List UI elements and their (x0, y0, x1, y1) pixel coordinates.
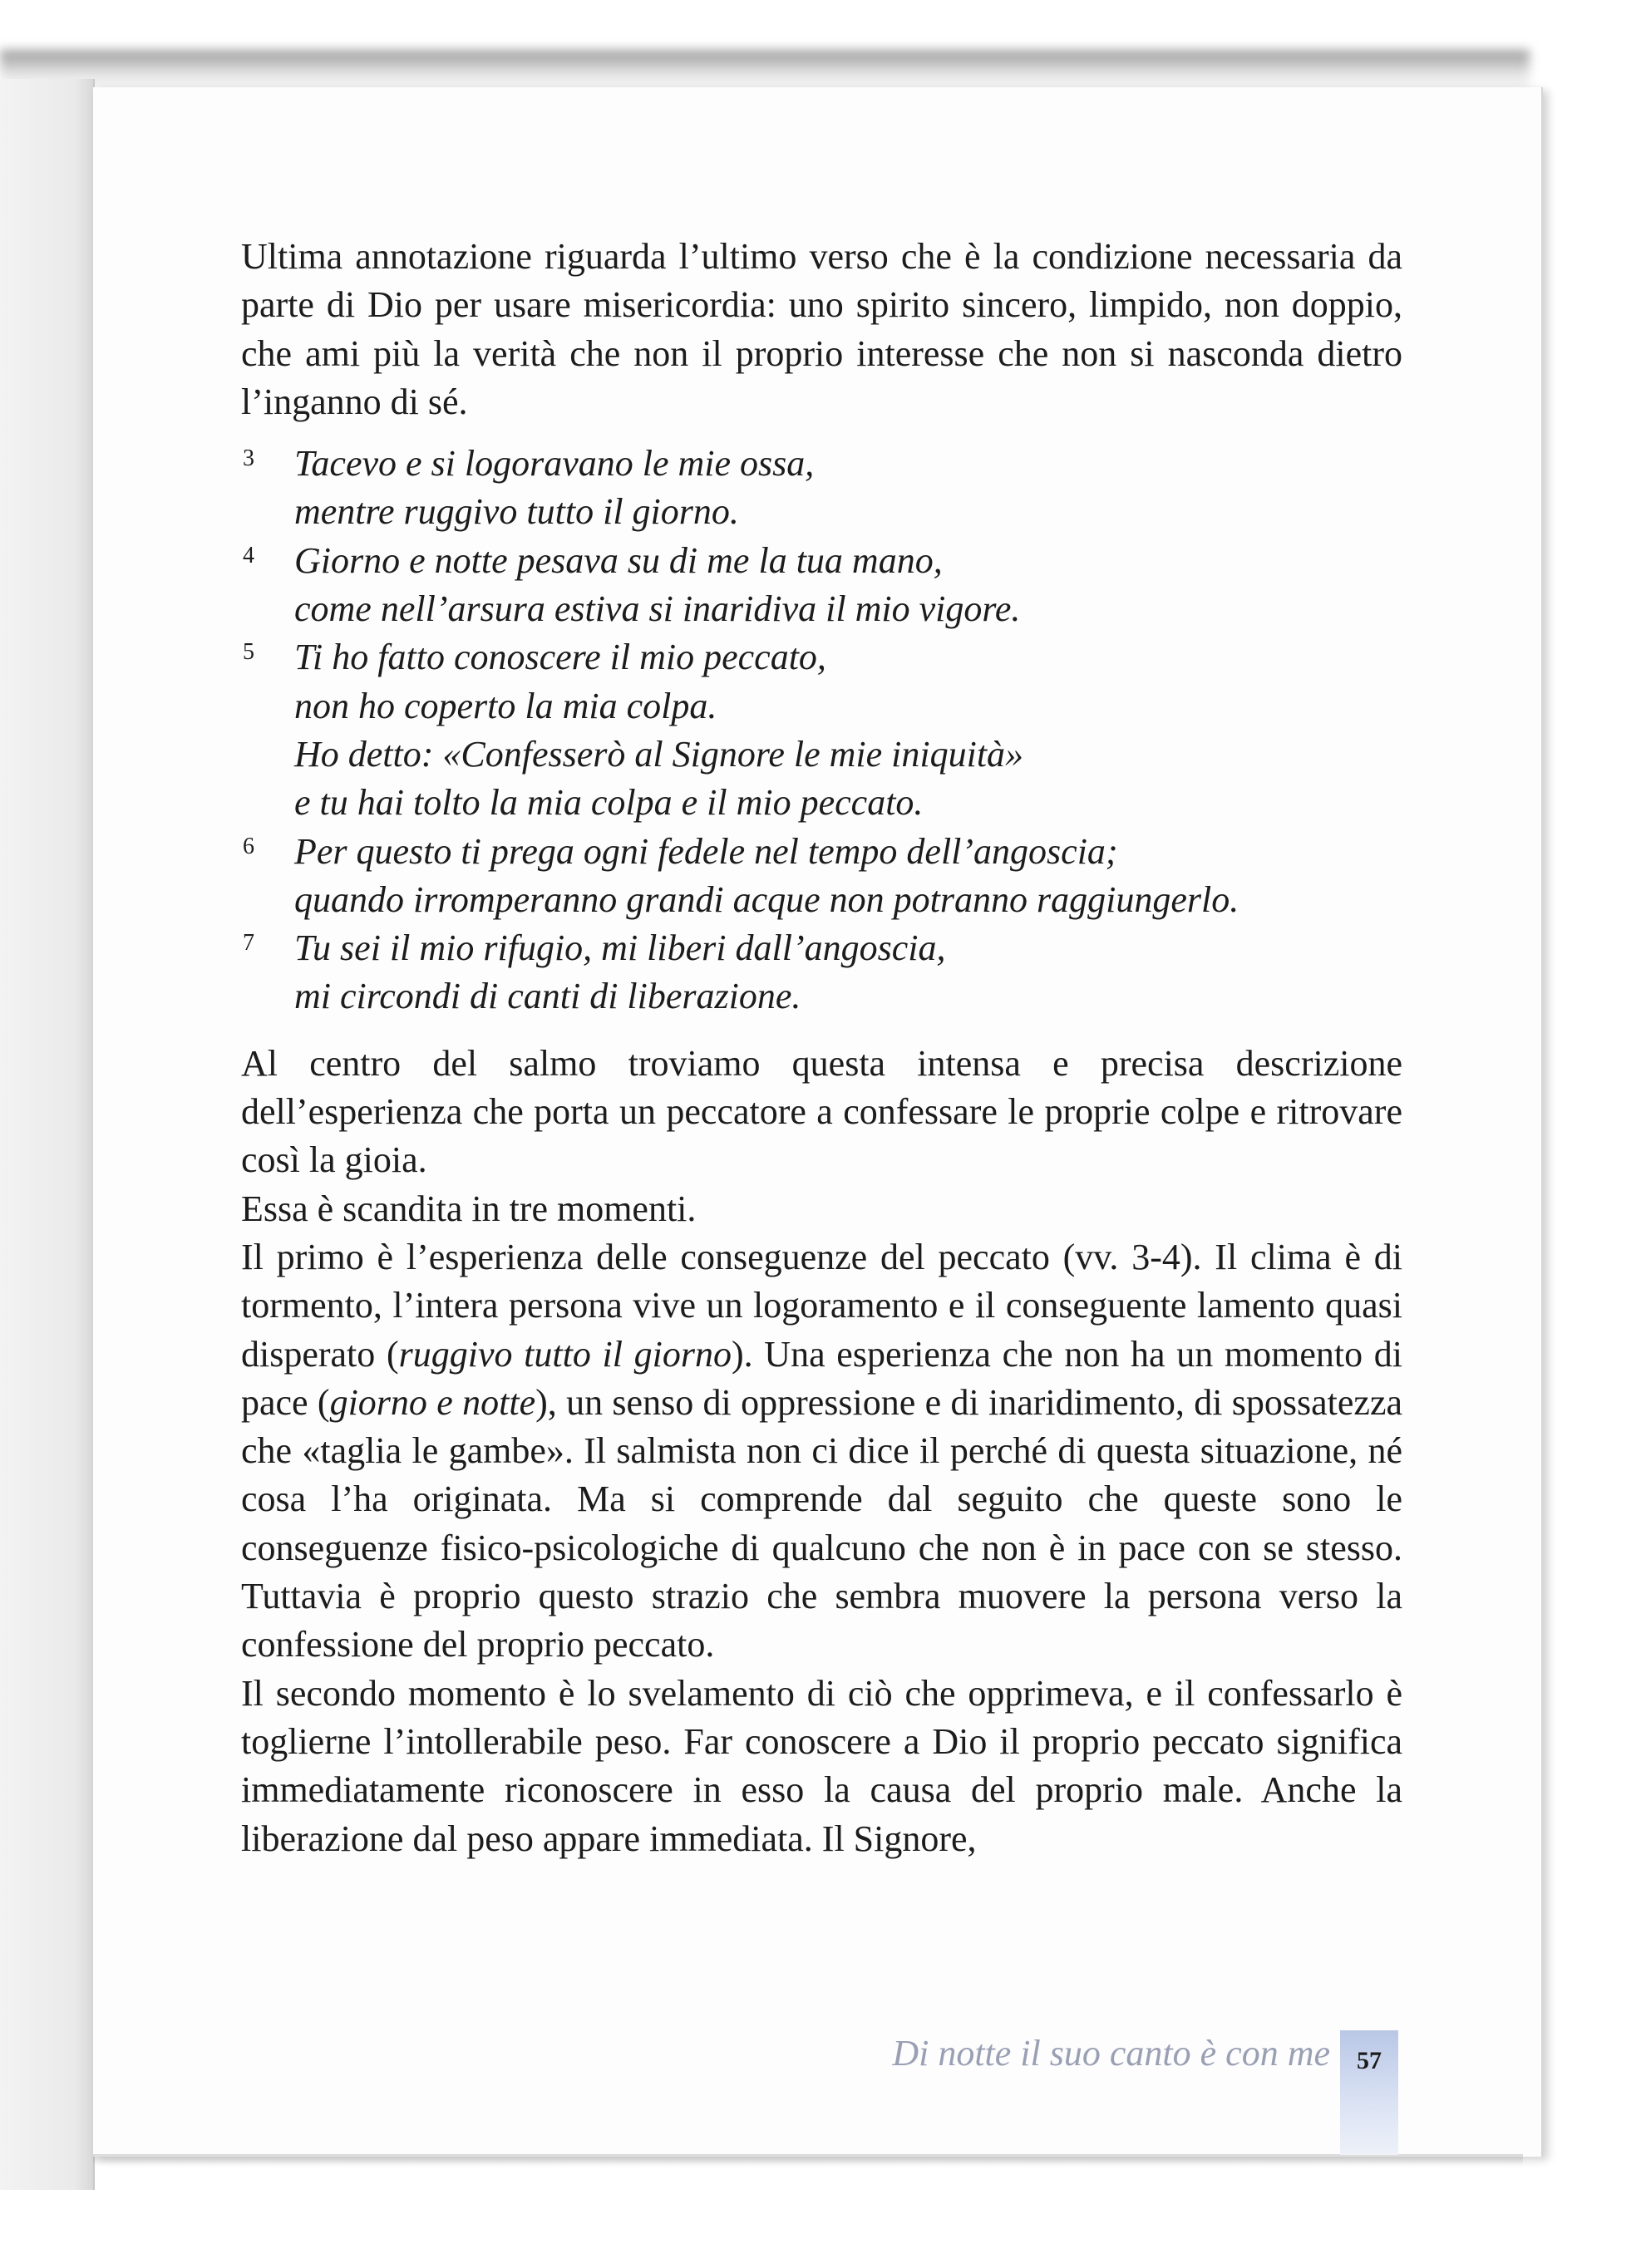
italic-quote: giorno e notte (329, 1381, 536, 1423)
verse-text: Giorno e notte pesava su di me la tua mano, (294, 539, 943, 581)
verse-text: Per questo ti prega ogni fedele nel tempo dell’angoscia; (294, 830, 1118, 872)
text-run: ), un senso di oppressione e di inaridimento, di spossatezza che «taglia le gambe». Il salmista non ci dice il perché di questa situazione, né cosa l’ha originata. Ma si comprende dal seguito che queste sono le conseguenze fisico-psicologiche di qualcuno che non è in pace con se stesso. Tuttavia è proprio questo strazio che sembra muovere la persona verso la confessione del proprio peccato. (241, 1381, 1402, 1665)
text-run: ). Una esperienza che non ha un momento di pace ( (241, 1333, 1402, 1423)
verse-number: 5 (243, 639, 254, 666)
moments-paragraph: Essa è scandita in tre momenti. (241, 1188, 697, 1229)
verse-text: quando irromperanno grandi acque non potranno raggiungerlo. (294, 878, 1239, 920)
verse-line (241, 779, 1402, 827)
verse-line (241, 537, 1402, 585)
page-number-tab (1340, 2030, 1398, 2155)
verse-text: Tu sei il mio rifugio, mi liberi dall’angoscia, (294, 927, 946, 969)
running-title: Di notte il suo canto è con me (892, 2033, 1330, 2074)
facing-page-edge (0, 79, 95, 2190)
verse-line (241, 876, 1402, 924)
center-paragraph: Al centro del salmo troviamo questa intensa e precisa descrizione dell’esperienza che porta un peccatore a confessare le proprie colpe e ritrovare così la gioia. (241, 1042, 1402, 1181)
verse-line (241, 731, 1402, 779)
verse-text: Ti ho fatto conoscere il mio peccato, (294, 637, 826, 678)
verse-number: 3 (243, 445, 254, 472)
second-moment-paragraph: Il secondo momento è lo svelamento di ciò che opprimeva, e il confessarlo è toglierne l’intollerabile peso. Far conoscere a Dio il proprio peccato significa immediatamente riconoscere in esso la causa del proprio male. Anche la liberazione dal peso appare immediata. Il Signore, (241, 1672, 1402, 1859)
verse-number: 7 (243, 930, 254, 957)
verse-number: 6 (243, 833, 254, 859)
verse-line (241, 488, 1402, 536)
verse-text: come nell’arsura estiva si inaridiva il mio vigore. (294, 588, 1021, 630)
verse-line (241, 633, 1402, 681)
intro-paragraph: Ultima annotazione riguarda l’ultimo verso che è la condizione necessaria da parte di Dio per usare misericordia: uno spirito sincero, limpido, non doppio, che ami più la verità che non il proprio interesse che non si nasconda dietro l’inganno di sé. (241, 236, 1402, 422)
verse-line (241, 972, 1402, 1021)
verse-line (241, 828, 1402, 876)
text-run: Il primo è l’esperienza delle conseguenze del peccato (vv. 3-4). Il clima è di tormento, l’intera persona vive un logoramento e il conseguente lamento quasi disperato ( (241, 1236, 1402, 1375)
italic-quote: ruggivo tutto il giorno (398, 1333, 732, 1375)
verse-line (241, 440, 1402, 488)
verse-text: non ho coperto la mia colpa. (294, 685, 717, 726)
verse-text: e tu hai tolto la mia colpa e il mio peccato. (294, 782, 924, 824)
verse-text: mi circondi di canti di liberazione. (294, 976, 801, 1017)
page-bottom-shadow (93, 2154, 1523, 2166)
verse-line (241, 924, 1402, 972)
verse-line (241, 585, 1402, 633)
psalm-verses (241, 440, 1402, 1021)
page-body (241, 233, 1402, 1863)
verse-text: Tacevo e si logoravano le mie ossa, (294, 443, 815, 485)
verse-number: 4 (243, 542, 254, 568)
verse-line (241, 682, 1402, 731)
verse-text: mentre ruggivo tutto il giorno. (294, 491, 739, 533)
page-number: 57 (1357, 2047, 1382, 2074)
first-moment-paragraph (241, 1233, 1402, 1670)
verse-text: Ho detto: «Confesserò al Signore le mie iniquità» (294, 733, 1024, 775)
